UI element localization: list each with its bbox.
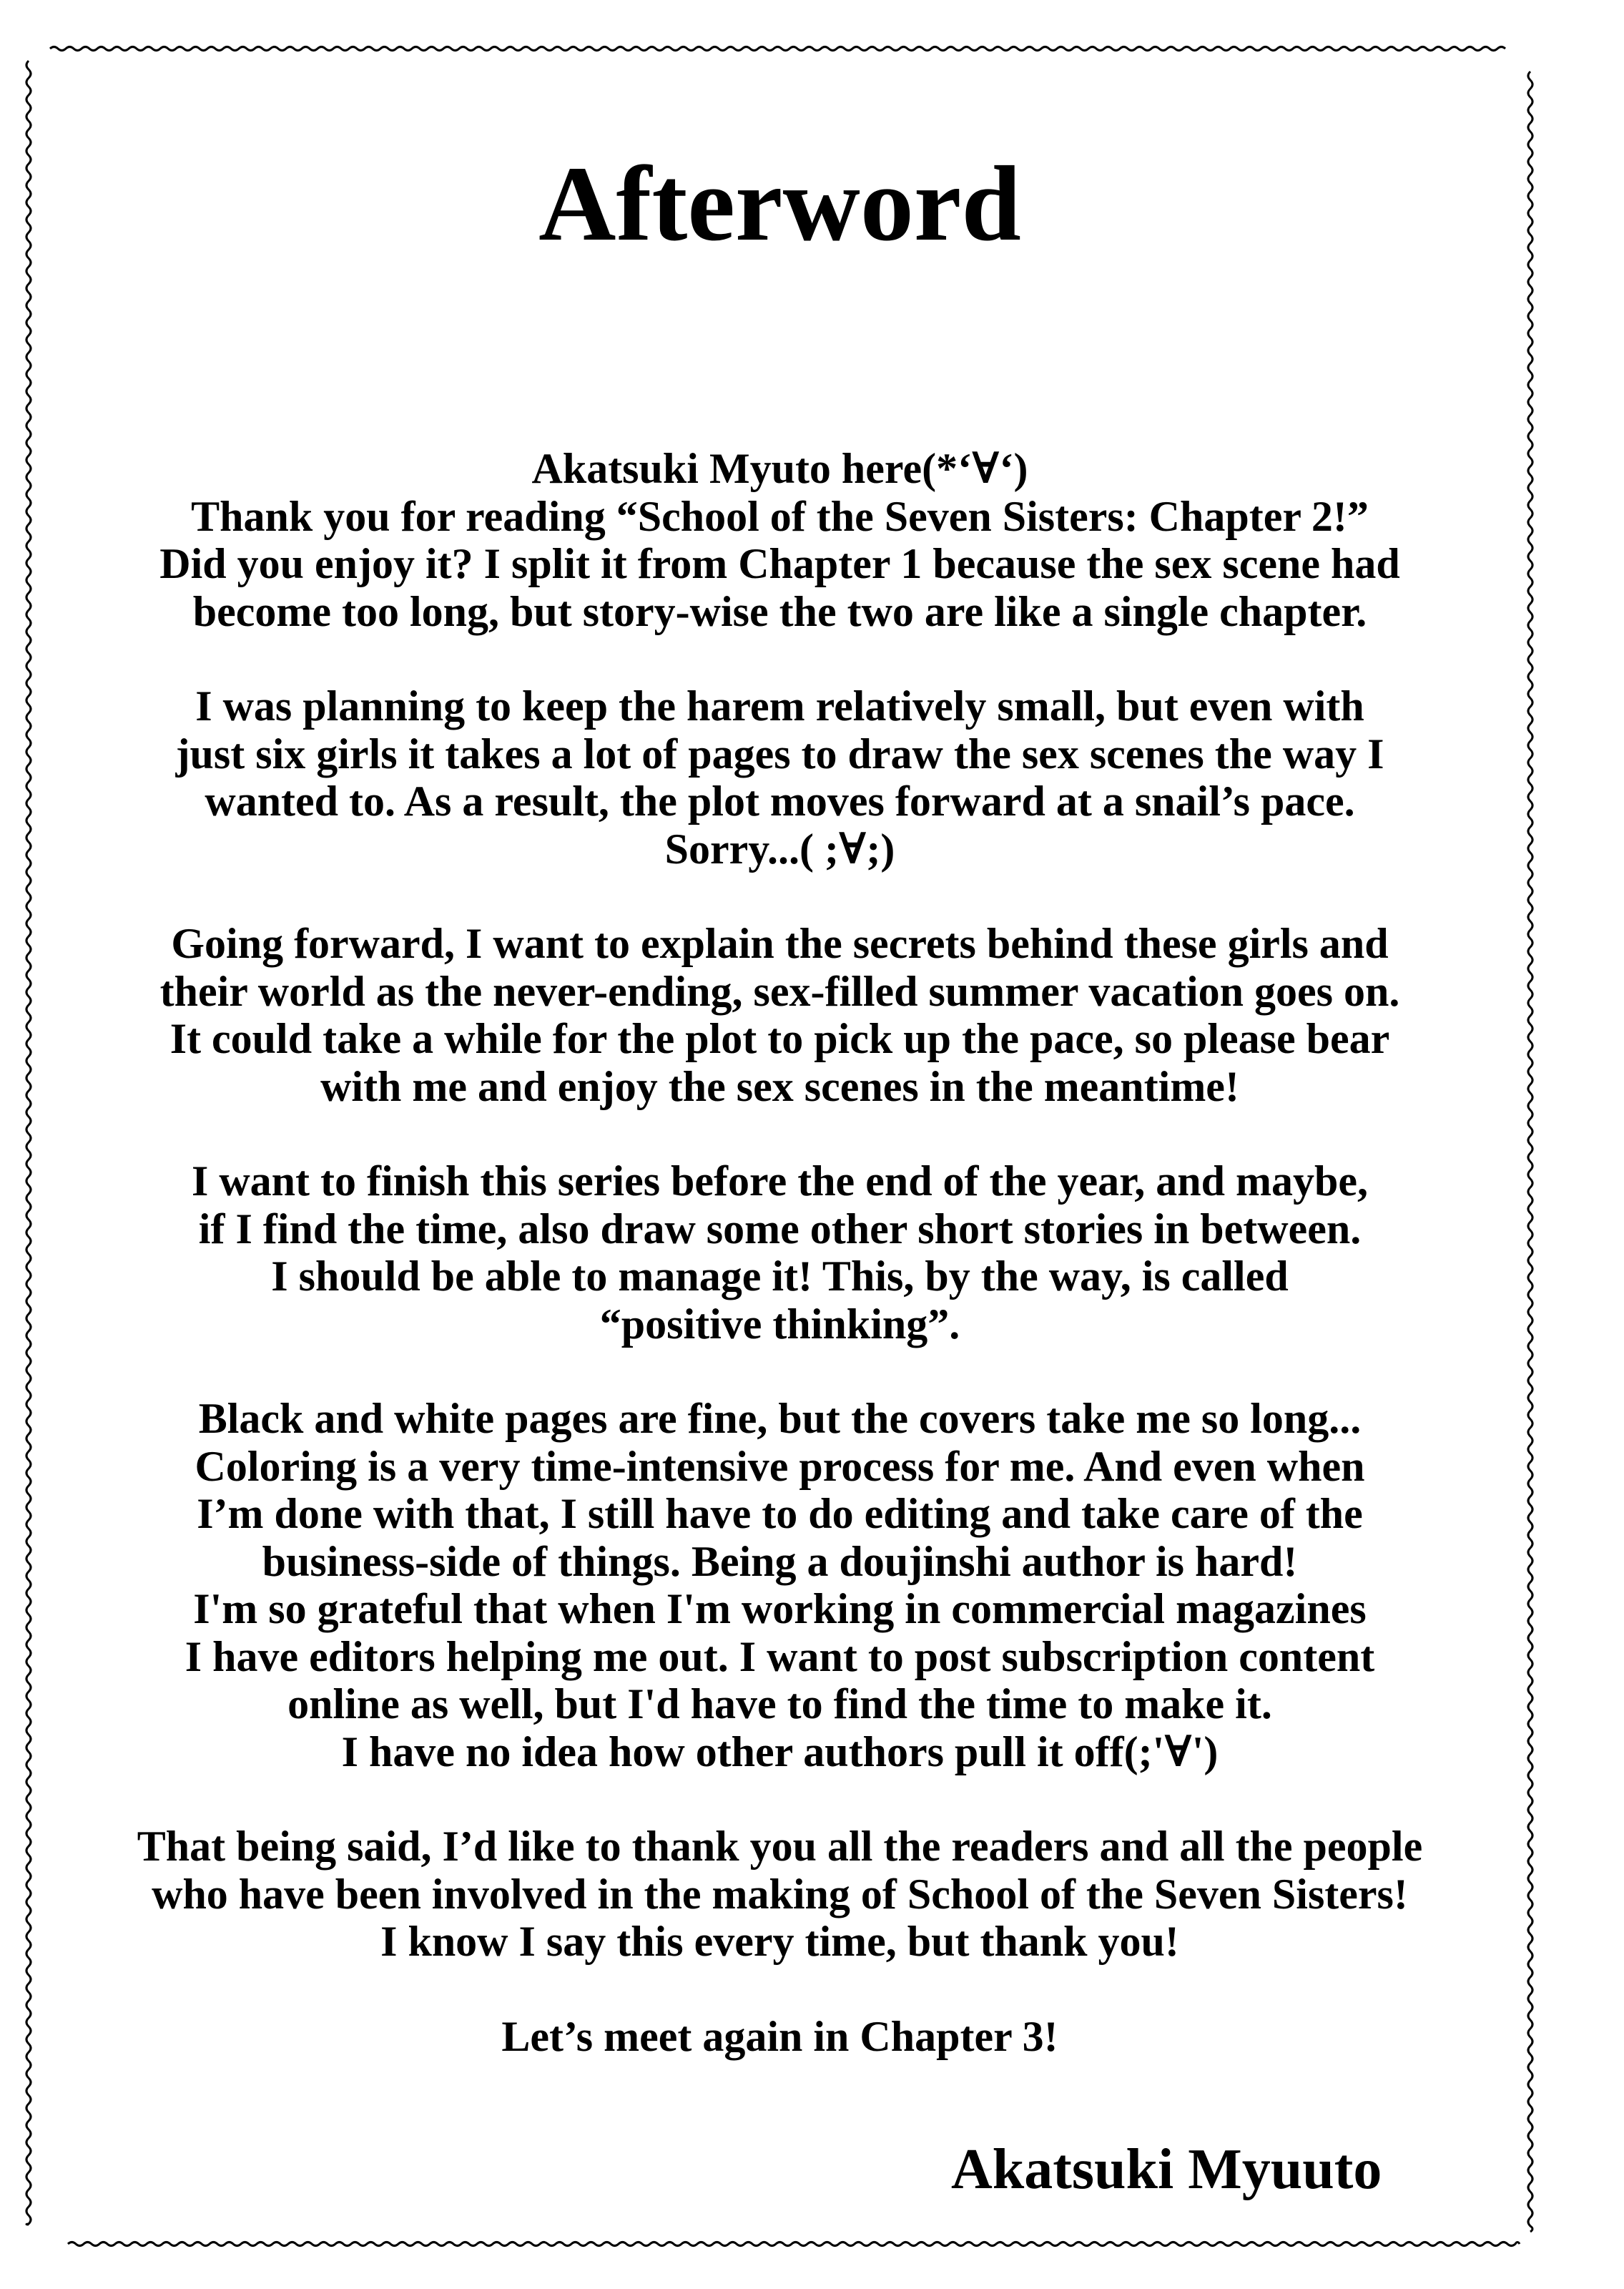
border-right-wave (1528, 72, 1532, 2232)
body-line: just six girls it takes a lot of pages to draw the sex scenes the way I (175, 730, 1384, 778)
border-bottom-wave (68, 2243, 1520, 2246)
body-line: who have been involved in the making of School of the Seven Sisters! (152, 1870, 1408, 1918)
body-line: Sorry...( ;∀;) (664, 825, 895, 873)
afterword-body (57, 445, 1502, 2107)
paragraph (57, 2013, 1502, 2061)
body-line: online as well, but I'd have to find the time to make it. (287, 1680, 1272, 1727)
paragraph (57, 445, 1502, 635)
border-left-wave (26, 61, 31, 2225)
body-line: with me and enjoy the sex scenes in the meantime! (320, 1062, 1239, 1110)
body-line: “positive thinking”. (599, 1300, 960, 1348)
body-line: I want to finish this series before the end of the year, and maybe, (192, 1157, 1368, 1205)
body-line: Thank you for reading “School of the Seven Sisters: Chapter 2!” (191, 492, 1369, 540)
paragraph (57, 1395, 1502, 1775)
body-line: It could take a while for the plot to pick up the pace, so please bear (169, 1015, 1390, 1062)
author-signature: Akatsuki Myuuto (951, 2138, 1382, 2201)
border-top-wave (50, 47, 1505, 51)
body-line: Coloring is a very time-intensive process for me. And even when (195, 1442, 1365, 1490)
body-line: I know I say this every time, but thank you! (380, 1918, 1179, 1965)
paragraph (57, 682, 1502, 873)
body-line: Did you enjoy it? I split it from Chapter 1 because the sex scene had (159, 540, 1400, 587)
body-line: I have editors helping me out. I want to post subscription content (184, 1632, 1375, 1680)
body-line: Akatsuki Myuto here(*‘∀‘) (531, 445, 1028, 492)
body-line: I'm so grateful that when I'm working in commercial magazines (193, 1585, 1367, 1632)
body-line: I should be able to manage it! This, by the way, is called (271, 1253, 1289, 1300)
body-line: Black and white pages are fine, but the covers take me so long... (198, 1395, 1362, 1442)
body-line: I was planning to keep the harem relatively small, but even with (195, 682, 1364, 730)
body-line: Let’s meet again in Chapter 3! (501, 2012, 1058, 2060)
page-title: Afterword (538, 144, 1021, 263)
paragraph (57, 920, 1502, 1110)
body-line: if I find the time, also draw some other short stories in between. (198, 1205, 1362, 1253)
paragraph (57, 1823, 1502, 1966)
body-line: become too long, but story-wise the two are like a single chapter. (192, 587, 1367, 635)
body-line: business-side of things. Being a doujinshi author is hard! (262, 1537, 1298, 1585)
body-line: wanted to. As a result, the plot moves forward at a snail’s pace. (205, 778, 1355, 825)
paragraph (57, 1157, 1502, 1348)
body-line: That being said, I’d like to thank you all the readers and all the people (137, 1823, 1423, 1870)
body-line: their world as the never-ending, sex-filled summer vacation goes on. (159, 967, 1400, 1015)
body-line: I have no idea how other authors pull it off(;'∀') (341, 1727, 1219, 1775)
body-line: I’m done with that, I still have to do editing and take care of the (197, 1490, 1363, 1537)
body-line: Going forward, I want to explain the secrets behind these girls and (171, 920, 1389, 967)
